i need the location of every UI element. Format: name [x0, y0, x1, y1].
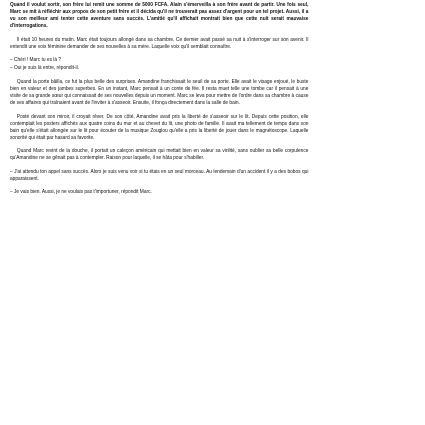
- body-paragraph: Il était 10 heures du matin. Marc était toujours allongé dans sa chambre. Ce dernier avait passé sa nuit à s'interroger sur son avenir. Il entendit une voix féminine demander de ses nouvelles à sa mère. Laquelle voix qu'il semblait connaître.: [10, 36, 309, 50]
- dialogue-line: – Oui je suis là entre, répondit-il.: [10, 65, 79, 72]
- dialogue-line: – J'ai attendu ton appel sans succès. Alors je suis venu voir si tu étais en un seul morceau. Au lendemain d'un accident il y a des bobos qui apparaissent.: [10, 168, 309, 182]
- body-paragraph: Quand la porte bâilla, ce fut la plus belle des surprises. Amandine franchissait le seuil de sa porte. Elle avait le visage enjoué, le buste bien en valeur et des jambes superbes. En un instant, Marc pensait à un conte de fée. Il resta muet telle une tombe car il pensait à une visite de sa grande sœur qui connaissait de ses nouvelles depuis un moment. Marc se leva pour mettre de l'ordre dans sa chambre à cause de ses affaires qui traînaient avant de l'inviter à s'asseoir. Ensuite, il fonça directement dans la salle de bain.: [10, 78, 309, 107]
- dialogue-line: – Je vais bien. Aussi, je ne voulais pas t'importuner, répondit Marc.: [10, 189, 152, 196]
- body-paragraph: Quand Marc revint de la douche, il portait un caleçon américain qui mettait bien en valeur sa virilité, sans oublier sa belle corpulence qu'Amandine ne se gênait pas à contempler. Raison pour laquelle, il se hâta pour s'habiller.: [10, 148, 309, 162]
- document-page: [10, 2, 308, 203]
- dialogue-line: – Chéri ! Marc tu es là ?: [10, 57, 62, 64]
- intro-paragraph: Quand il voulut sortir, son frère lui remit une somme de 5000 FCFA. Alain s'émerveilla à son frère avant de partir. Une fois seul, Marc se mit à réfléchir aux propos de son petit frère et il décida qu'il ne trouverait pas assez d'argent pour un tel projet. Aussi, il a vu son meilleur ami tenter cette aventure sans succès. L'amitié qu'il affichait montrait bien que cette nuit serait mauvaise d'interrogations.: [10, 2, 309, 30]
- body-paragraph: Posté devant son miroir, il croyait rêver. De son côté, Amandine avait pris la liberté de s'asseoir sur le lit. Depuis cette position, elle contemplait les posters affichés aux quatre coins du mur et au chevet du lit, une photo de famille. Il avait ma tellement de temps dans son bain qu'elle s'était allongée sur le lit pour écouter de la musique Zouglou qu'elle a pris la liberté de jouer dans le magnétoscope. Laquelle sonorité qui était par hasard sa favorite.: [10, 113, 309, 141]
